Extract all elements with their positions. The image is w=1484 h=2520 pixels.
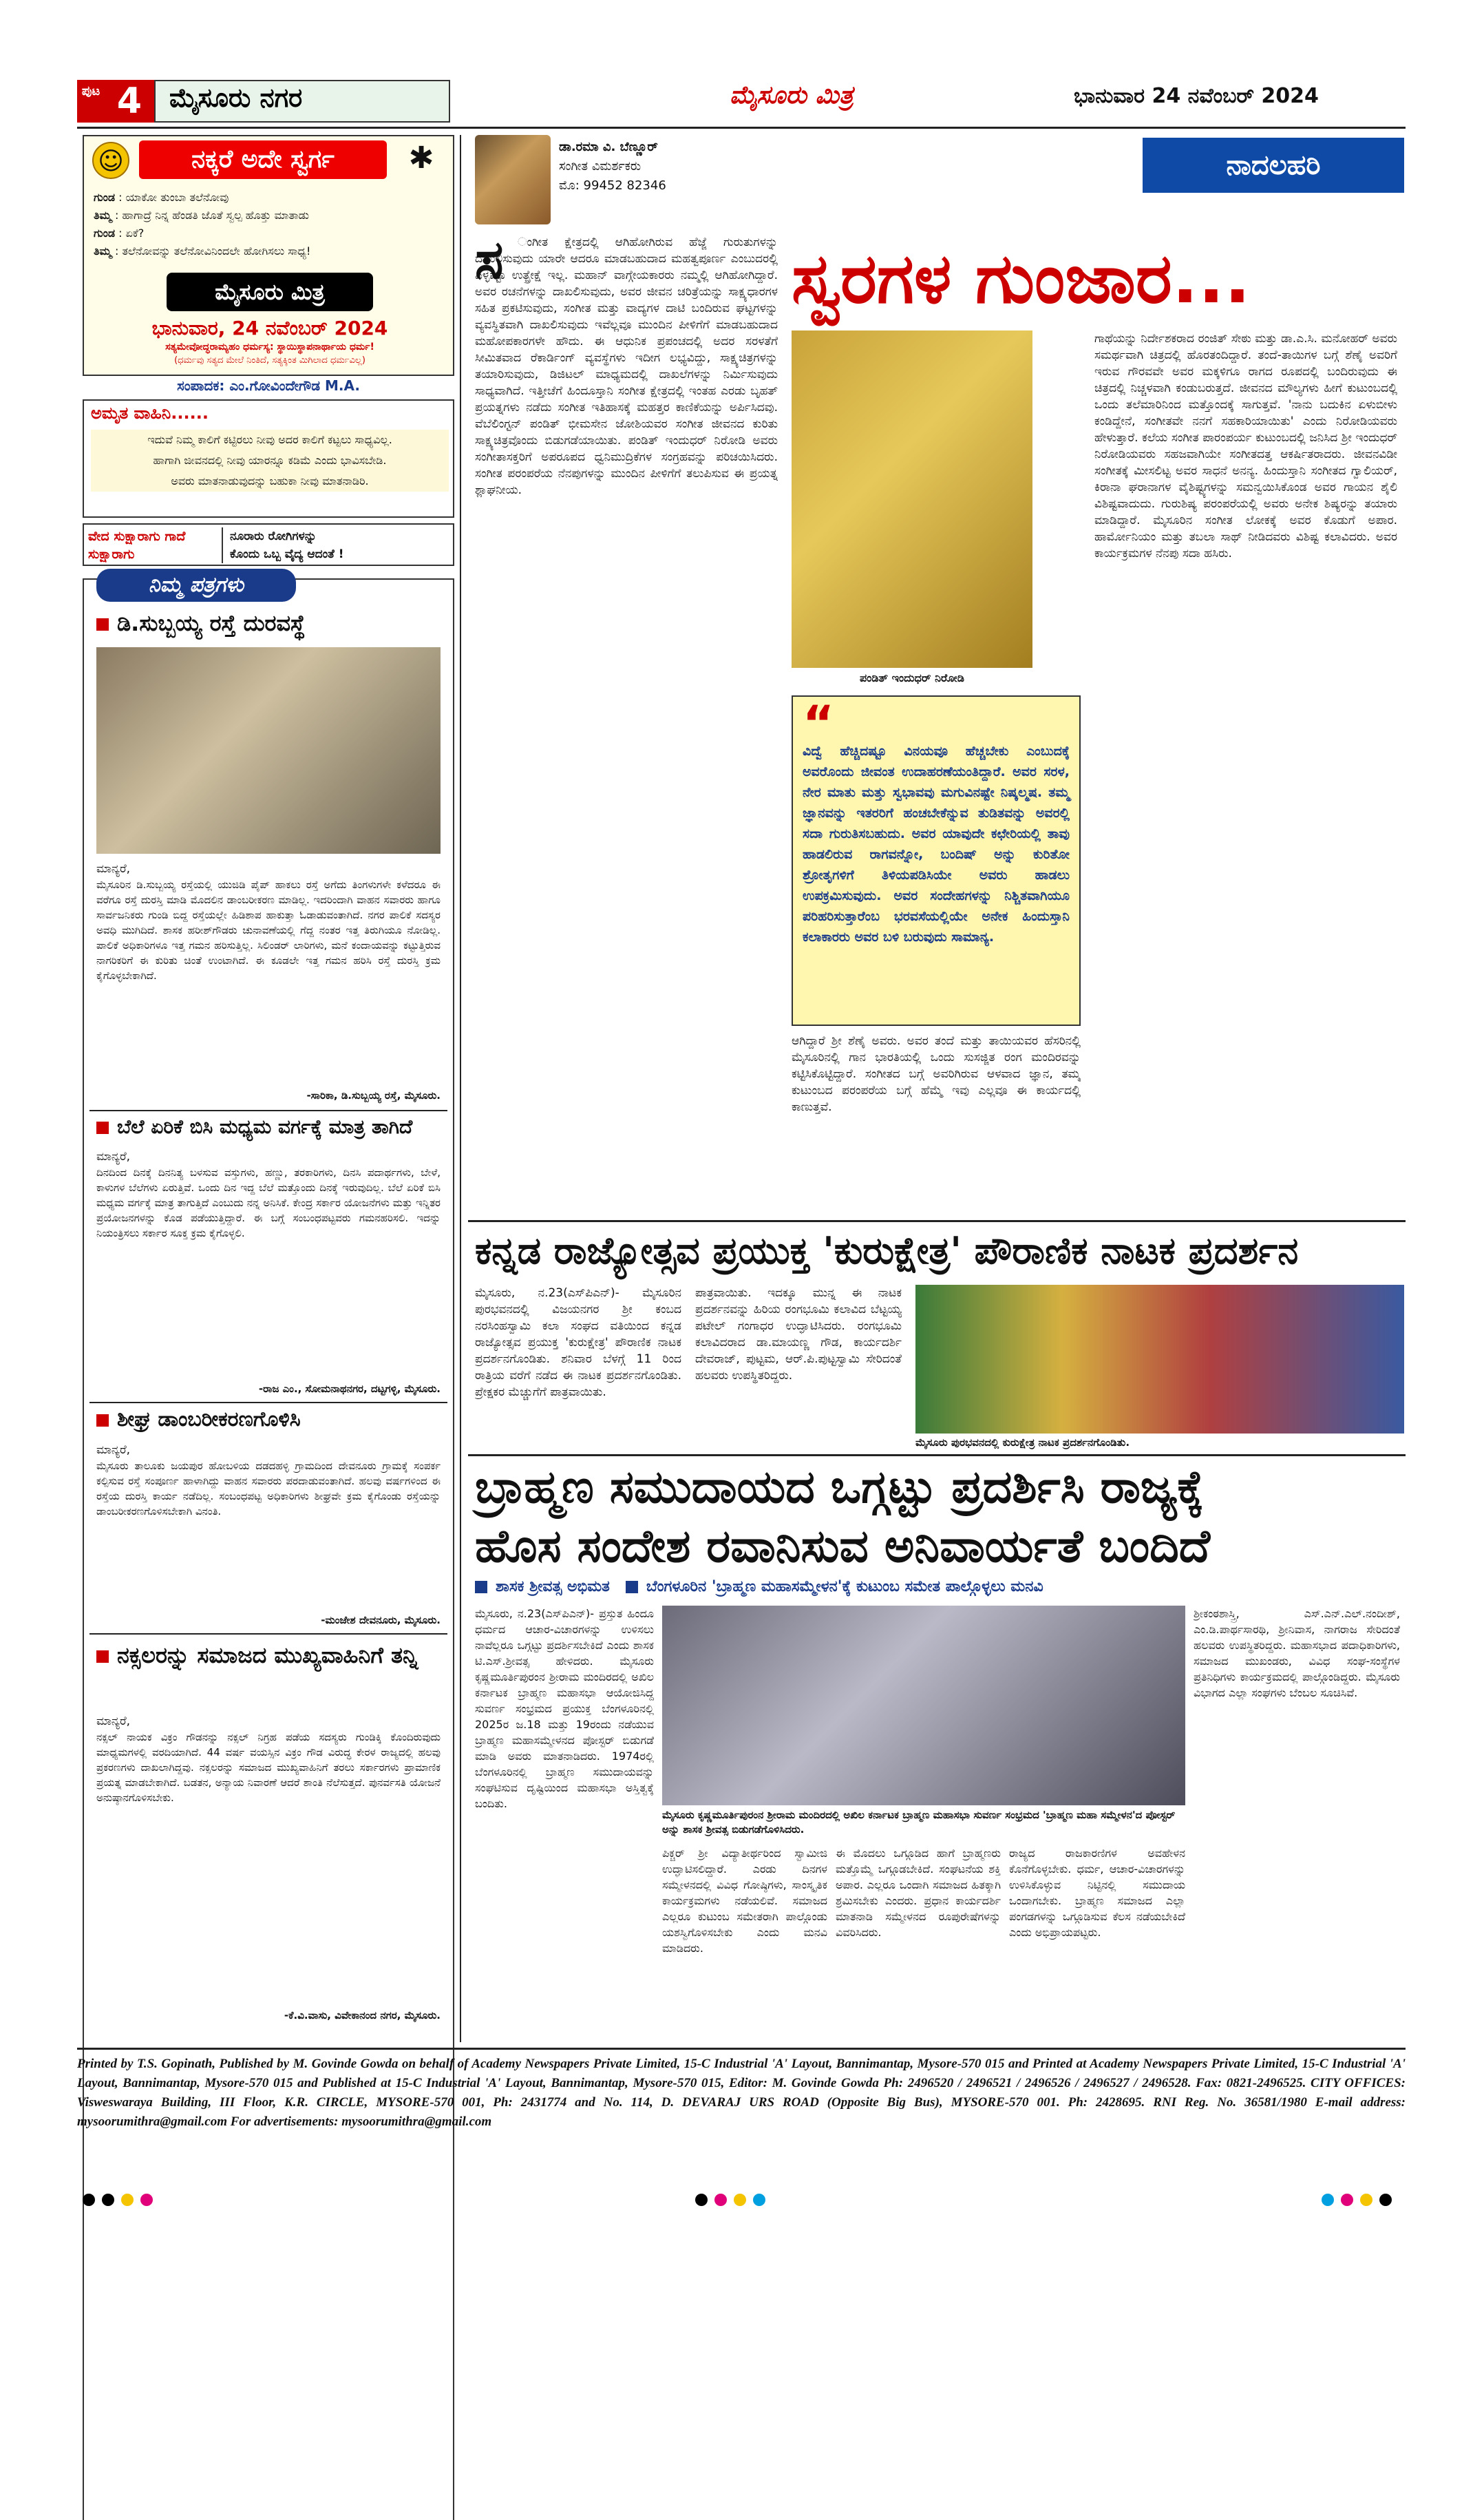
header-rule: [77, 127, 1406, 129]
scarecrow-icon: ✱: [408, 140, 434, 176]
motto-1: ಸತ್ಯಮೇವೋದ್ಧರಾಮ್ಯಹಂ ಧರ್ಮಸ್ಯ: ಸ್ಥಾಯಿಸ್ಥಾಪನಾರ್ಥಾಯ ಧರ್ಮ!: [165, 342, 374, 353]
joke-box: [83, 135, 454, 376]
brahmin-col2: ಪಿಕ್ಚರ್ ಶ್ರೀ ವಿದ್ಯಾತೀರ್ಥರಿಂದ ಸ್ವಾಮೀಜಿ ಉದ್ಘಾಟಿಸಲಿದ್ದಾರೆ. ಎರಡು ದಿನಗಳ ಸಮ್ಮೇಳನದಲ್ಲಿ ವಿವಿಧ ಗೋಷ್ಠಿಗಳು, ಸಾಂಸ್ಕೃತಿಕ ಕಾರ್ಯಕ್ರಮಗಳು ನಡೆಯಲಿವೆ. ಸಮಾಜದ ಎಲ್ಲರೂ ಕುಟುಂಬ ಸಮೇತರಾಗಿ ಪಾಲ್ಗೊಂಡು ಯಶಸ್ವಿಗೊಳಿಸಬೇಕು ಎಂದು ಮನವಿ ಮಾಡಿದರು.: [662, 1847, 827, 1955]
brahmin-col3: ಈ ಮೊದಲು ಒಗ್ಗೂಡಿದ ಹಾಗೆ ಬ್ರಾಹ್ಮಣರು ಮತ್ತೊಮ್ಮೆ ಒಗ್ಗೂಡಬೇಕಿದೆ. ಸಂಘಟನೆಯ ಶಕ್ತಿ ಅಪಾರ. ಎಲ್ಲರೂ ಒಂದಾಗಿ ಸಮಾಜದ ಹಿತಕ್ಕಾಗಿ ಶ್ರಮಿಸಬೇಕು ಎಂದರು. ಪ್ರಧಾನ ಕಾರ್ಯದರ್ಶಿ ಮಾತನಾಡಿ ಸಮ್ಮೇಳನದ ರೂಪುರೇಷೆಗಳನ್ನು ವಿವರಿಸಿದರು.: [836, 1847, 1001, 1939]
registration-dots-left: [83, 2194, 160, 2209]
bullet-icon: [96, 1414, 109, 1427]
column-divider: [460, 135, 461, 2042]
bullet-icon: [96, 1650, 109, 1663]
drop-cap: ಸ: [475, 229, 504, 291]
divider: [468, 1454, 1406, 1456]
letter-4-heading: ನಕ್ಸಲರನ್ನು ಸಮಾಜದ ಮುಖ್ಯವಾಹಿನಿಗೆ ತನ್ನಿ: [96, 1639, 441, 1672]
brahmin-headline-2: ಹೊಸ ಸಂದೇಶ ರವಾನಿಸುವ ಅನಿವಾರ್ಯತೆ ಬಂದಿದೆ: [475, 1520, 1211, 1573]
nadalahari-col1: ಂಗೀತ ಕ್ಷೇತ್ರದಲ್ಲಿ ಆಗಿಹೋಗಿರುವ ಹೆಜ್ಜೆ ಗುರುತುಗಳನ್ನು ದಾಖಲಿಸುವುದು ಯಾರೇ ಆದರೂ ಮಾಡಬಹುದಾದ ಮಹತ್ವಪೂರ್ಣ ಎಂಬುದರಲ್ಲಿ ಎಳ್ಳಷ್ಟೂ ಉತ್ಪ್ರೇಕ್ಷೆ ಇಲ್ಲ. ಮಹಾನ್ ವಾಗ್ಗೇಯಕಾರರು ನಮ್ಮಲ್ಲಿ ಆಗಿಹೋಗಿದ್ದಾರೆ. ಅವರ ರಚನೆಗಳನ್ನು ದಾಖಲಿಸುವುದು, ಅವರ ಜೀವನ ಚರಿತ್ರೆಯನ್ನು ಸಾಕ್ಷ್ಯಧಾರಗಳ ಸಹಿತ ಪ್ರಕಟಿಸುವುದು, ಸಂಗೀತ ಮತ್ತು ವಾದ್ಯಗಳ ದಾಟಿ ಬಂದಿರುವ ಘಟ್ಟಗಳನ್ನು ವ್ಯವಸ್ಥಿತವಾಗಿ ದಾಖಲಿಸುವುದು ಇವೆಲ್ಲವೂ ಮುಂದಿನ ಪೀಳಿಗೆಗೆ ಮಾಡಬಹುದಾದ ಮಹೋಪಕಾರಗಳೇ ಹೌದು. ಈ ಆಧುನಿಕ ಪ್ರಪಂಚದಲ್ಲಿ ಅದರ ಸರಳತೆಗೆ ಸೀಮಿತವಾದ ರೆಕಾರ್ಡಿಂಗ್ ವ್ಯವಸ್ಥೆಗಳು ಇದೀಗ ಲಭ್ಯವಿದ್ದು, ಸಾಕ್ಷ್ಯಚಿತ್ರಗಳನ್ನು ತಯಾರಿಸುವುದು, ಡಿಜಿಟಲ್ ಮಾಧ್ಯಮದಲ್ಲಿ ದಾಖಲೆಗಳನ್ನು ನಿರ್ಮಿಸುವುದು ಸಾಧ್ಯವಾಗಿದೆ. ಇತ್ತೀಚೆಗೆ ಹಿಂದೂಸ್ತಾನಿ ಸಂಗೀತ ಕ್ಷೇತ್ರದಲ್ಲಿ ಇಂತಹ ಎರಡು ಬೃಹತ್ ಪ್ರಯತ್ನಗಳು ನಡೆದು ಸಂಗೀತ ಇತಿಹಾಸಕ್ಕೆ ಮಹತ್ತರ ಕಾಣಿಕೆಯನ್ನು ಅರ್ಪಿಸಿದವು. ವೆಬೆಲಿಂಗ್ಟನ್ ಪಂಡಿತ್ ಭೀಮಸೇನ ಜೋಶಿಯವರ ಸಂಗೀತ ಜೀವನದ ಕುರಿತು ಸಾಕ್ಷ್ಯಚಿತ್ರವೊಂದು ಬಿಡುಗಡೆಯಾಯಿತು. ಪಂಡಿತ್ ಇಂದುಧರ್ ನಿರೋಡಿ ಅವರು ಸಂಗೀತಾಸಕ್ತರಿಗೆ ಅಪರೂಪದ ಧ್ವನಿಮುದ್ರಿಕೆಗಳ ಸಂಗ್ರಹವನ್ನು ಪರಿಚಯಿಸಿದರು. ಸಂಗೀತ ಪರಂಪರೆಯ ನೆನಪುಗಳನ್ನು ಮುಂದಿನ ಪೀಳಿಗೆಗೆ ತಲುಪಿಸುವ ಈ ಪ್ರಯತ್ನ ಶ್ಲಾಘನೀಯ.: [475, 235, 778, 497]
author-info: ಡಾ.ರಮಾ ವಿ. ಬೆಣ್ಣೂರ್ ಸಂಗೀತ ವಿಮರ್ಶಕರು ಮೊ: 99452 82346: [559, 140, 666, 193]
header-date: ಭಾನುವಾರ 24 ನವೆಂಬರ್ 2024: [1074, 84, 1319, 108]
drama-headline: ಕನ್ನಡ ರಾಜ್ಯೋತ್ಸವ ಪ್ರಯುಕ್ತ 'ಕುರುಕ್ಷೇತ್ರ' ಪೌರಾಣಿಕ ನಾಟಕ ಪ್ರದರ್ಶನ: [475, 1229, 1299, 1272]
brahmin-col5: ಶ್ರೀಕಂಠಶಾಸ್ತ್ರಿ, ಎಸ್.ಎನ್.ಎಲ್.ನಂದೀಶ್, ಎಂ.ಡಿ.ಪಾರ್ಥಸಾರಥಿ, ಶ್ರೀನಿವಾಸ, ನಾಗರಾಜ ಸೇರಿದಂತೆ ಹಲವರು ಉಪಸ್ಥಿತರಿದ್ದರು. ಮಹಾಸಭಾದ ಪದಾಧಿಕಾರಿಗಳು, ಸಮಾಜದ ಮುಖಂಡರು, ವಿವಿಧ ಸಂಘ-ಸಂಸ್ಥೆಗಳ ಪ್ರತಿನಿಧಿಗಳು ಕಾರ್ಯಕ್ರಮದಲ್ಲಿ ಪಾಲ್ಗೊಂಡಿದ್ದರು. ಮೈಸೂರು ವಿಭಾಗದ ಎಲ್ಲಾ ಸಂಘಗಳು ಬೆಂಬಲ ಸೂಚಿಸಿವೆ.: [1194, 1607, 1400, 1699]
nadalahari-col3: ಗಾಥೆಯನ್ನು ನಿರ್ದೇಶಕರಾದ ರಂಜಿತ್ ಸೇಠು ಮತ್ತು ಡಾ.ಎ.ಸಿ. ಮನೋಹರ್ ಅವರು ಸಮರ್ಥವಾಗಿ ಚಿತ್ರದಲ್ಲಿ ಹೊರತಂದಿದ್ದಾರೆ. ತಂದೆ-ತಾಯಿಗಳ ಬಗ್ಗೆ ಶೆಣೈ ಅವರಿಗೆ ಇರುವ ಗೌರವವೇ ಅವರ ಮಕ್ಕಳಿಗೂ ರಾಗದ ರೂಪದಲ್ಲಿ ಬಂದಿರುವುದು ಈ ಚಿತ್ರದಲ್ಲಿ ನಿಚ್ಚಳವಾಗಿ ಕಂಡುಬರುತ್ತದೆ. ಜೀವನದ ಮೌಲ್ಯಗಳು ಹೀಗೆ ಕುಟುಂಬದಲ್ಲಿ ಒಂದು ತಲೆಮಾರಿನಿಂದ ಮತ್ತೊಂದಕ್ಕೆ ಸಾಗುತ್ತವೆ. 'ನಾನು ಬದುಕಿನ ಏಳುಬೀಳು ಕಂಡಿದ್ದೇನೆ, ಸಂಗೀತವೇ ನನಗೆ ಸಹಕಾರಿಯಾಯಿತು' ಎಂದು ನಿರೋಡಿಯವರು ಹೇಳುತ್ತಾರೆ. ಕಲೆಯ ಸಂಗೀತ ಪಾರಂಪರ್ಯ ಕುಟುಂಬದಲ್ಲಿ ಜನಿಸಿದ ಶ್ರೀ ಇಂದುಧರ್ ನಿರೋಡಿಯವರು ಸಹಜವಾಗಿಯೇ ಸಂಗೀತದತ್ತ ಆಕರ್ಷಿತರಾದರು. ಜೀವನವಿಡೀ ಸಂಗೀತಕ್ಕೆ ಮೀಸಲಿಟ್ಟ ಅವರ ಸಾಧನೆ ಅನನ್ಯ. ಹಿಂದುಸ್ತಾನಿ ಸಂಗೀತದ ಗ್ವಾಲಿಯರ್, ಕಿರಾನಾ ಘರಾನಾಗಳ ವೈಶಿಷ್ಟ್ಯಗಳನ್ನು ಸಮನ್ವಯಿಸಿಕೊಂಡ ಅವರ ಗಾಯನ ಶೈಲಿ ವಿಶಿಷ್ಟವಾದುದು. ಗುರುಶಿಷ್ಯ ಪರಂಪರೆಯಲ್ಲಿ ಅವರು ಅನೇಕ ಶಿಷ್ಯರನ್ನು ತಯಾರು ಮಾಡಿದ್ದಾರೆ. ಮೈಸೂರಿನ ಸಂಗೀತ ಲೋಕಕ್ಕೆ ಅವರ ಕೊಡುಗೆ ಅಪಾರ. ಹಾರ್ಮೋನಿಯಂ ಮತ್ತು ತಬಲಾ ಸಾಥ್ ನೀಡಿದವರು ವಿಶಿಷ್ಟ ಕಲಾವಿದರು. ಅವರ ಕಾರ್ಯಕ್ರಮಗಳ ನೆನಪು ಸದಾ ಹಸಿರು.: [1094, 332, 1397, 560]
letter-4-greet: ಮಾನ್ಯರೆ,: [96, 1714, 131, 1728]
column-title-band: ನಾದಲಹರಿ: [1143, 138, 1404, 193]
joke-line: ಗುಂಡ : ಏಕೆ?: [94, 227, 145, 240]
letter-2-greet: ಮಾನ್ಯರೆ,: [96, 1150, 131, 1164]
nadalahari-col2: [1046, 330, 1047, 331]
editor-line: ಸಂಪಾದಕ: ಎಂ.ಗೋವಿಂದೇಗೌಡ M.A.: [177, 377, 360, 394]
letter-3-body: ಮೈಸೂರು ತಾಲೂಕು ಜಯಪುರ ಹೋಬಳಿಯ ದಡದಹಳ್ಳಿ ಗ್ರಾಮದಿಂದ ದೇವನೂರು ಗ್ರಾಮಕ್ಕೆ ಸಂಪರ್ಕ ಕಲ್ಪಿಸುವ ರಸ್ತೆ ಸಂಪೂರ್ಣ ಹಾಳಾಗಿದ್ದು ವಾಹನ ಸವಾರರು ಪರದಾಡುವಂತಾಗಿದೆ. ಹಲವು ವರ್ಷಗಳಿಂದ ಈ ರಸ್ತೆಯ ದುರಸ್ತಿ ಕಾರ್ಯ ನಡೆದಿಲ್ಲ. ಸಂಬಂಧಪಟ್ಟ ಅಧಿಕಾರಿಗಳು ಶೀಘ್ರವೇ ಕ್ರಮ ಕೈಗೊಂಡು ರಸ್ತೆಯನ್ನು ಡಾಂಬರೀಕರಣಗೊಳಿಸಬೇಕಾಗಿ ವಿನಂತಿ.: [96, 1460, 441, 1518]
footer-rule: [77, 2048, 1406, 2050]
logo-box: ಮೈಸೂರು ಮಿತ್ರ: [167, 273, 373, 311]
joke-title: ನಕ್ಕರೆ ಅದೇ ಸ್ವರ್ಗ: [139, 140, 387, 179]
divider: [89, 1402, 447, 1403]
brahmin-caption: ಮೈಸೂರು ಕೃಷ್ಣಮೂರ್ತಿಪುರಂನ ಶ್ರೀರಾಮ ಮಂದಿರದಲ್ಲಿ ಅಖಿಲ ಕರ್ನಾಟಕ ಬ್ರಾಹ್ಮಣ ಮಹಾಸಭಾ ಸುವರ್ಣ ಸಂಭ್ರಮದ 'ಬ್ರಾಹ್ಮಣ ಮಹಾ ಸಮ್ಮೇಳನ'ದ ಪೋಸ್ಟರ್ ಅನ್ನು ಶಾಸಕ ಶ್ರೀವತ್ಸ ಬಿಡುಗಡೆಗೊಳಿಸಿದರು.: [662, 1809, 1176, 1836]
joke-lines: [94, 189, 445, 260]
page-number: 4: [105, 80, 154, 123]
author-photo: [475, 135, 551, 224]
pull-quote: [792, 695, 1081, 1026]
amrutha-title: ಅಮೃತ ವಾಹಿನಿ......: [91, 403, 209, 423]
amrutha-text: ಇದುವೆ ನಿಮ್ಮ ಕಾಲಿಗೆ ಕಟ್ಟಿರಲು ನೀವು ಅದರ ಕಾಲಿಗೆ ಕಟ್ಟಲು ಸಾಧ್ಯವಿಲ್ಲ. ಹಾಗಾಗಿ ಜೀವನದಲ್ಲಿ ನೀವು ಯಾರನ್ನೂ ಕಡಿಮೆ ಎಂದು ಭಾವಿಸಬೇಡಿ. ಅವರು ಮಾತನಾಡುವುದನ್ನು ಬಹುಕಾ ನೀವು ಮಾತನಾಡಿರಿ.: [91, 430, 449, 492]
brahmin-subheads: ಶಾಸಕ ಶ್ರೀವತ್ಸ ಅಭಿಮತ ಬೆಂಗಳೂರಿನ 'ಬ್ರಾಹ್ಮಣ ಮಹಾಸಮ್ಮೇಳನ'ಕ್ಕೆ ಕುಟುಂಬ ಸಮೇತ ಪಾಲ್ಗೊಳ್ಳಲು ಮನವಿ: [475, 1578, 1404, 1595]
brahmin-col4: ರಾಜ್ಯದ ರಾಜಕಾರಣಿಗಳ ಅವಹೇಳನ ಕೊನೆಗೊಳ್ಳಬೇಕು. ಧರ್ಮ, ಆಚಾರ-ವಿಚಾರಗಳನ್ನು ಉಳಿಸಿಕೊಳ್ಳುವ ನಿಟ್ಟಿನಲ್ಲಿ ಸಮುದಾಯ ಒಂದಾಗಬೇಕು. ಬ್ರಾಹ್ಮಣ ಸಮಾಜದ ಎಲ್ಲಾ ಪಂಗಡಗಳನ್ನು ಒಗ್ಗೂಡಿಸುವ ಕೆಲಸ ನಡೆಯಬೇಕಿದೆ ಎಂದು ಅಭಿಪ್ರಾಯಪಟ್ಟರು.: [1009, 1847, 1185, 1939]
letter-3-sign: -ಮಂಜೇಶ ದೇವನೂರು, ಮೈಸೂರು.: [321, 1614, 441, 1626]
letter-3-heading: ಶೀಘ್ರ ಡಾಂಬರೀಕರಣಗೊಳಿಸಿ: [96, 1407, 454, 1431]
drama-col2: ಪಾತ್ರವಾಯಿತು. ಇದಕ್ಕೂ ಮುನ್ನ ಈ ನಾಟಕ ಪ್ರದರ್ಶನವನ್ನು ಹಿರಿಯ ರಂಗಭೂಮಿ ಕಲಾವಿದ ಬೆಟ್ಟಯ್ಯ ಪಟೇಲ್ ಗಂಗಾಧರ ಉದ್ಘಾಟಿಸಿದರು. ರಂಗಭೂಮಿ ಕಲಾವಿದರಾದ ಡಾ.ಮಾಯಣ್ಣ ಗೌಡ, ಕಾರ್ಯದರ್ಶಿ ದೇವರಾಜ್, ಪುಟ್ಟಮ, ಆರ್.ಪಿ.ಪುಟ್ಟಸ್ವಾಮಿ ಸೇರಿದಂತೆ ಹಲವರು ಉಪಸ್ಥಿತರಿದ್ದರು.: [695, 1286, 902, 1383]
joke-line: ಗುಂಡ : ಯಾಕೋ ತುಂಬಾ ತಲೆನೋವು: [94, 191, 229, 204]
bullet-icon: [96, 618, 109, 631]
footer-imprint: Printed by T.S. Gopinath, Published by M. Govinde Gowda on behalf of Academy Newspapers Private Limited, 15-C Industrial 'A' Layout, Bannimantap, Mysore-570 015 and Printed at Academy Newspapers Private Limited, 15-C Industrial 'A' Layout, Bannimantap, Mysore-570 015 and Published at 15-C Industrial 'A' Layout, Bannimantap, Mysore-570 015, Editor: M. Govinde Gowda Ph: 2496520 / 2496521 / 2496526 / 2496527 / 2496528. Fax: 0821-2496525. CITY OFFICES: Visweswaraya Building, III Floor, K.R. CIRCLE, MYSORE-570 001, Ph: 2431774 and No. 114, D. DEVARAJ URS ROAD (Opposite Big Bus), MYSORE-570 001. Ph: 2428695. RNI Reg. No. 36581/1980 E-mail address: mysoorumithra@gmail.com For advertisements: mysoorumithra@gmail.com: [77, 2057, 1406, 2129]
registration-dots-right: [1322, 2194, 1399, 2209]
masthead-date: ಭಾನುವಾರ, 24 ನವೆಂಬರ್ 2024: [151, 317, 388, 339]
health-left: ವೇದ ಸುಕ್ಷಾರಾಗು ಗಾದೆ ಸುಕ್ಷಾರಾಗು: [88, 529, 186, 562]
quote-text: ವಿದ್ವೆ ಹೆಚ್ಚಿದಷ್ಟೂ ವಿನಯವೂ ಹೆಚ್ಚಬೇಕು ಎಂಬುದಕ್ಕೆ ಅವರೊಂದು ಜೀವಂತ ಉದಾಹರಣೆಯಂತಿದ್ದಾರೆ. ಅವರ ಸರಳ, ನೇರ ಮಾತು ಮತ್ತು ಸ್ವಭಾವವು ಮಗುವಿನಷ್ಟೇ ನಿಷ್ಕಲ್ಮಷ. ತಮ್ಮ ಜ್ಞಾನವನ್ನು ಇತರರಿಗೆ ಹಂಚಬೇಕೆನ್ನುವ ತುಡಿತವನ್ನು ಅವರಲ್ಲಿ ಸದಾ ಗುರುತಿಸಬಹುದು. ಅವರ ಯಾವುದೇ ಕಛೇರಿಯಲ್ಲಿ ತಾವು ಹಾಡಲಿರುವ ರಾಗವನ್ನೋ, ಬಂದಿಷ್ ಅನ್ನು ಕುರಿತೋ ಶ್ರೋತೃಗಳಿಗೆ ತಿಳಿಯಪಡಿಸಿಯೇ ಅವರು ಹಾಡಲು ಉಪಕ್ರಮಿಸುವುದು. ಅವರ ಸಂದೇಹಗಳನ್ನು ನಿಶ್ಚಿತವಾಗಿಯೂ ಪರಿಹರಿಸುತ್ತಾರೆಂಬ ಭರವಸೆಯಲ್ಲಿಯೇ ಅನೇಕ ಹಿಂದುಸ್ತಾನಿ ಕಲಾಕಾರರು ಅವರ ಬಳಿ ಬರುವುದು ಸಾಮಾನ್ಯ.: [803, 744, 1070, 945]
quote-mark-icon: “: [803, 695, 835, 752]
bullet-icon: [96, 1122, 109, 1134]
letter-1-body: ಮೈಸೂರಿನ ಡಿ.ಸುಬ್ಬಯ್ಯ ರಸ್ತೆಯಲ್ಲಿ ಯುಜಿಡಿ ಪೈಪ್ ಹಾಕಲು ರಸ್ತೆ ಅಗೆದು ತಿಂಗಳುಗಳೇ ಕಳೆದರೂ ಈ ವರೆಗೂ ರಸ್ತೆ ದುರಸ್ತಿ ಮಾಡಿ ಮೊದಲಿನ ಡಾಂಬರೀಕರಣ ಮಾಡಿಲ್ಲ. ಇದರಿಂದಾಗಿ ವಾಹನ ಸವಾರರು ಹಾಗೂ ಸಾರ್ವಜನಿಕರು ಗುಂಡಿ ಬಿದ್ದ ರಸ್ತೆಯಲ್ಲೇ ಹಿಡಿಶಾಪ ಹಾಕುತ್ತಾ ಓಡಾಡುವಂತಾಗಿದೆ. ನಗರ ಪಾಲಿಕೆ ಸದಸ್ಯರ ಅವಧಿ ಮುಗಿದಿದೆ. ಶಾಸಕ ಹರೀಶ್‌ಗೌಡರು ಚುನಾವಣೆಯಲ್ಲಿ ಗೆದ್ದ ನಂತರ ಇತ್ತ ತಿರುಗಿಯೂ ನೋಡಿಲ್ಲ. ಪಾಲಿಕೆ ಅಧಿಕಾರಿಗಳೂ ಇತ್ತ ಗಮನ ಹರಿಸುತ್ತಿಲ್ಲ. ಸಿಲಿಂಡರ್ ಲಾರಿಗಳು, ಮನೆ ಕಂದಾಯವನ್ನು ಕಟ್ಟುತ್ತಿರುವ ನಾಗರಿಕರಿಗೆ ಈ ಕುರಿತು ಚಿಂತೆ ಉಂಟಾಗಿದೆ. ಈ ಕೂಡಲೇ ಇತ್ತ ಗಮನ ಹರಿಸಿ ರಸ್ತೆ ದುರಸ್ತಿ ಕ್ರಮ ಕೈಗೊಳ್ಳಬೇಕಾಗಿದೆ.: [96, 879, 441, 982]
health-divider: [222, 527, 223, 563]
letters-title: ನಿಮ್ಮ ಪತ್ರಗಳು: [96, 569, 296, 602]
letter-2-body: ದಿನದಿಂದ ದಿನಕ್ಕೆ ದಿನನಿತ್ಯ ಬಳಸುವ ವಸ್ತುಗಳು, ಹಣ್ಣು, ತರಕಾರಿಗಳು, ದಿನಸಿ ಪದಾರ್ಥಗಳು, ಬೇಳೆ, ಕಾಳುಗಳ ಬೆಲೆಗಳು ಏರುತ್ತಿವೆ. ಒಂದು ದಿನ ಇದ್ದ ಬೆಲೆ ಮತ್ತೊಂದು ದಿನಕ್ಕೆ ಇರುವುದಿಲ್ಲ. ಬೆಲೆ ಏರಿಕೆ ಬಿಸಿ ಮಧ್ಯಮ ವರ್ಗಕ್ಕೆ ಮಾತ್ರ ತಾಗುತ್ತಿದೆ ಎಂಬುದು ನನ್ನ ಅನಿಸಿಕೆ. ಕೇಂದ್ರ ಸರ್ಕಾರ ಯೋಜನೆಗಳು ಮತ್ತು ಇನ್ನಿತರ ಪ್ರಯೋಜನಗಳನ್ನು ಕೊಡ ಪಡೆಯುತ್ತಿದ್ದಾರೆ. ಈ ಬಗ್ಗೆ ಸಂಬಂಧಪಟ್ಟವರು ಗಮನಹರಿಸಲಿ. ಇದನ್ನು ನಿಯಂತ್ರಿಸಲು ಸರ್ಕಾರ ಸೂಕ್ತ ಕ್ರಮ ಕೈಗೊಳ್ಳಲಿ.: [96, 1166, 441, 1239]
letter-1-photo: [96, 647, 441, 854]
nirodi-photo: [792, 330, 1032, 668]
health-box: [83, 523, 454, 566]
drama-col1: ಮೈಸೂರು, ನ.23(ಎಸ್‌ಪಿಎನ್)- ಮೈಸೂರಿನ ಪುರಭವನದಲ್ಲಿ ವಿಜಯನಗರ ಶ್ರೀ ಕಂಬದ ನರಸಿಂಹಸ್ವಾಮಿ ಕಲಾ ಸಂಘದ ವತಿಯಿಂದ ಕನ್ನಡ ರಾಜ್ಯೋತ್ಸವ ಪ್ರಯುಕ್ತ 'ಕುರುಕ್ಷೇತ್ರ' ಪೌರಾಣಿಕ ನಾಟಕ ಪ್ರದರ್ಶನಗೊಂಡಿತು. ಶನಿವಾರ ಬೆಳಗ್ಗೆ 11 ರಿಂದ ರಾತ್ರಿಯ ವರೆಗೆ ನಡೆದ ಈ ನಾಟಕ ಪ್ರದರ್ಶನಗೊಂಡಿತು. ಪ್ರೇಕ್ಷಕರ ಮೆಚ್ಚುಗೆಗೆ ಪಾತ್ರವಾಯಿತು.: [475, 1286, 681, 1399]
divider: [468, 1220, 1406, 1222]
brahmin-headline-1: ಬ್ರಾಹ್ಮಣ ಸಮುದಾಯದ ಒಗ್ಗಟ್ಟು ಪ್ರದರ್ಶಿಸಿ ರಾಜ್ಯಕ್ಕೆ: [475, 1460, 1204, 1513]
drama-photo: [915, 1285, 1404, 1434]
nadalahari-headline: ಸ್ವರಗಳ ಗುಂಜಾರ...: [792, 238, 1251, 319]
joke-line: ತಿಮ್ಮ : ಹಾಗಾದ್ರೆ ನಿನ್ನ ಹೆಂಡತಿ ಜೊತೆ ಸ್ವಲ್ಪ ಹೊತ್ತು ಮಾತಾಡು: [94, 209, 309, 222]
letter-4-body: ನಕ್ಸಲ್ ನಾಯಕ ವಿಕ್ರಂ ಗೌಡನನ್ನು ನಕ್ಸಲ್ ನಿಗ್ರಹ ಪಡೆಯ ಸದಸ್ಯರು ಗುಂಡಿಕ್ಕಿ ಕೊಂದಿರುವುದು ಮಾಧ್ಯಮಗಳಲ್ಲಿ ವರದಿಯಾಗಿದೆ. 44 ವರ್ಷ ವಯಸ್ಸಿನ ವಿಕ್ರಂ ಗೌಡ ವಿರುದ್ಧ ಕೇರಳ ರಾಜ್ಯದಲ್ಲಿ ಹಲವು ಪ್ರಕರಣಗಳು ದಾಖಲಾಗಿದ್ದವು. ನಕ್ಸಲರನ್ನು ಸಮಾಜದ ಮುಖ್ಯವಾಹಿನಿಗೆ ತರಲು ಸರ್ಕಾರಗಳು ಪ್ರಾಮಾಣಿಕ ಪ್ರಯತ್ನ ಮಾಡಬೇಕಾಗಿದೆ. ಬಡತನ, ಅನ್ಯಾಯ ನಿವಾರಣೆ ಆದರೆ ಶಾಂತಿ ನೆಲೆಸುತ್ತದೆ. ಪುನರ್ವಸತಿ ಯೋಜನೆ ಅನುಷ್ಠಾನಗೊಳಿಸಬೇಕು.: [96, 1731, 441, 1804]
letter-2-sign: -ರಾಜ ಎಂ., ಸೋಮನಾಥನಗರ, ದಟ್ಟಗಳ್ಳಿ, ಮೈಸೂರು.: [258, 1383, 441, 1395]
letter-1-greet: ಮಾನ್ಯರೆ,: [96, 862, 131, 876]
letter-1-sign: -ಸಾರಿಕಾ, ಡಿ.ಸುಬ್ಬಯ್ಯ ರಸ್ತೆ, ಮೈಸೂರು.: [306, 1089, 441, 1102]
bullet-icon: [626, 1581, 638, 1593]
registration-dots-center: [695, 2194, 772, 2209]
section-title: ಮೈಸೂರು ನಗರ: [169, 83, 303, 113]
letter-4-sign: -ಕೆ.ವಿ.ವಾಸು, ವಿವೇಕಾನಂದ ನಗರ, ಮೈಸೂರು.: [284, 2009, 441, 2022]
letter-1-heading: ಡಿ.ಸುಬ್ಬಯ್ಯ ರಸ್ತೆ ದುರವಸ್ಥೆ: [96, 610, 454, 637]
letter-2-heading: ಬೆಲೆ ಏರಿಕೆ ಬಿಸಿ ಮಧ್ಯಮ ವರ್ಗಕ್ಕೆ ಮಾತ್ರ ತಾಗಿದೆ: [96, 1115, 454, 1139]
nadalahari-col2b: ಆಗಿದ್ದಾರೆ ಶ್ರೀ ಶೆಣೈ ಅವರು. ಅವರ ತಂದೆ ಮತ್ತು ತಾಯಿಯವರ ಹೆಸರಿನಲ್ಲಿ ಮೈಸೂರಿನಲ್ಲಿ ಗಾನ ಭಾರತಿಯಲ್ಲಿ ಒಂದು ಸುಸಜ್ಜಿತ ರಂಗ ಮಂದಿರವನ್ನು ಕಟ್ಟಿಸಿಕೊಟ್ಟಿದ್ದಾರೆ. ಸಂಗೀತದ ಬಗ್ಗೆ ಅವರಿಗಿರುವ ಆಳವಾದ ಜ್ಞಾನ, ತಮ್ಮ ಕುಟುಂಬದ ಪರಂಪರೆಯ ಬಗ್ಗೆ ಹೆಮ್ಮೆ ಇವು ಎಲ್ಲವೂ ಈ ಕಾರ್ಯದಲ್ಲಿ ಕಾಣುತ್ತವೆ.: [792, 1034, 1081, 1114]
page-label: ಪುಟ: [77, 80, 105, 123]
laugh-icon: ☺: [92, 142, 129, 179]
joke-line: ತಿಮ್ಮ : ತಲೆನೋವನ್ನು ತಲೆನೋವಿನಿಂದಲೇ ಹೋಗಿಸಲು ಸಾಧ್ಯ!: [94, 244, 311, 258]
nirodi-caption: ಪಂಡಿತ್ ಇಂದುಧರ್ ನಿರೋಡಿ: [859, 671, 965, 684]
divider: [89, 1110, 447, 1111]
brahmin-col1: ಮೈಸೂರು, ನ.23(ಎಸ್‌ಪಿಎನ್)- ಪ್ರಸ್ತುತ ಹಿಂದೂ ಧರ್ಮದ ಆಚಾರ-ವಿಚಾರಗಳನ್ನು ಉಳಿಸಲು ನಾವೆಲ್ಲರೂ ಒಗ್ಗಟ್ಟು ಪ್ರದರ್ಶಿಸಬೇಕಿದೆ ಎಂದು ಶಾಸಕ ಟಿ.ಎಸ್.ಶ್ರೀವತ್ಸ ಹೇಳಿದರು. ಮೈಸೂರು ಕೃಷ್ಣಮೂರ್ತಿಪುರಂನ ಶ್ರೀರಾಮ ಮಂದಿರದಲ್ಲಿ ಅಖಿಲ ಕರ್ನಾಟಕ ಬ್ರಾಹ್ಮಣ ಮಹಾಸಭಾ ಆಯೋಜಿಸಿದ್ದ ಸುವರ್ಣ ಸಂಭ್ರಮದ ಪ್ರಯುಕ್ತ ಬೆಂಗಳೂರಿನಲ್ಲಿ 2025ರ ಜ.18 ಮತ್ತು 19ರಂದು ನಡೆಯುವ ಬ್ರಾಹ್ಮಣ ಮಹಾಸಮ್ಮೇಳನದ ಪೋಸ್ಟರ್ ಬಿಡುಗಡೆ ಮಾಡಿ ಅವರು ಮಾತನಾಡಿದರು. 1974ರಲ್ಲಿ ಬೆಂಗಳೂರಿನಲ್ಲಿ ಬ್ರಾಹ್ಮಣ ಸಮುದಾಯವನ್ನು ಸಂಘಟಿಸುವ ದೃಷ್ಟಿಯಿಂದ ಮಹಾಸಭಾ ಅಸ್ತಿತ್ವಕ್ಕೆ ಬಂದಿತು.: [475, 1607, 654, 1810]
letter-3-greet: ಮಾನ್ಯರೆ,: [96, 1443, 131, 1457]
bullet-icon: [475, 1581, 487, 1593]
motto-2: (ಧರ್ಮವು ಸತ್ಯದ ಮೇಲೆ ನಿಂತಿದೆ, ಸತ್ಯಕ್ಕಿಂತ ಮಿಗಿಲಾದ ಧರ್ಮವಿಲ್ಲ): [174, 355, 365, 366]
divider: [89, 1633, 447, 1635]
health-right: ನೂರಾರು ರೋಗಿಗಳನ್ನು ಕೊಂದು ಒಬ್ಬ ವೈದ್ಯ ಆದಂತೆ !: [230, 529, 344, 561]
masthead: ಮೈಸೂರು ಮಿತ್ರ: [730, 81, 854, 109]
brahmin-photo: [662, 1606, 1185, 1805]
drama-caption: ಮೈಸೂರು ಪುರಭವನದಲ್ಲಿ ಕುರುಕ್ಷೇತ್ರ ನಾಟಕ ಪ್ರದರ್ಶನಗೊಂಡಿತು.: [915, 1436, 1130, 1449]
amrutha-box: [83, 399, 454, 518]
